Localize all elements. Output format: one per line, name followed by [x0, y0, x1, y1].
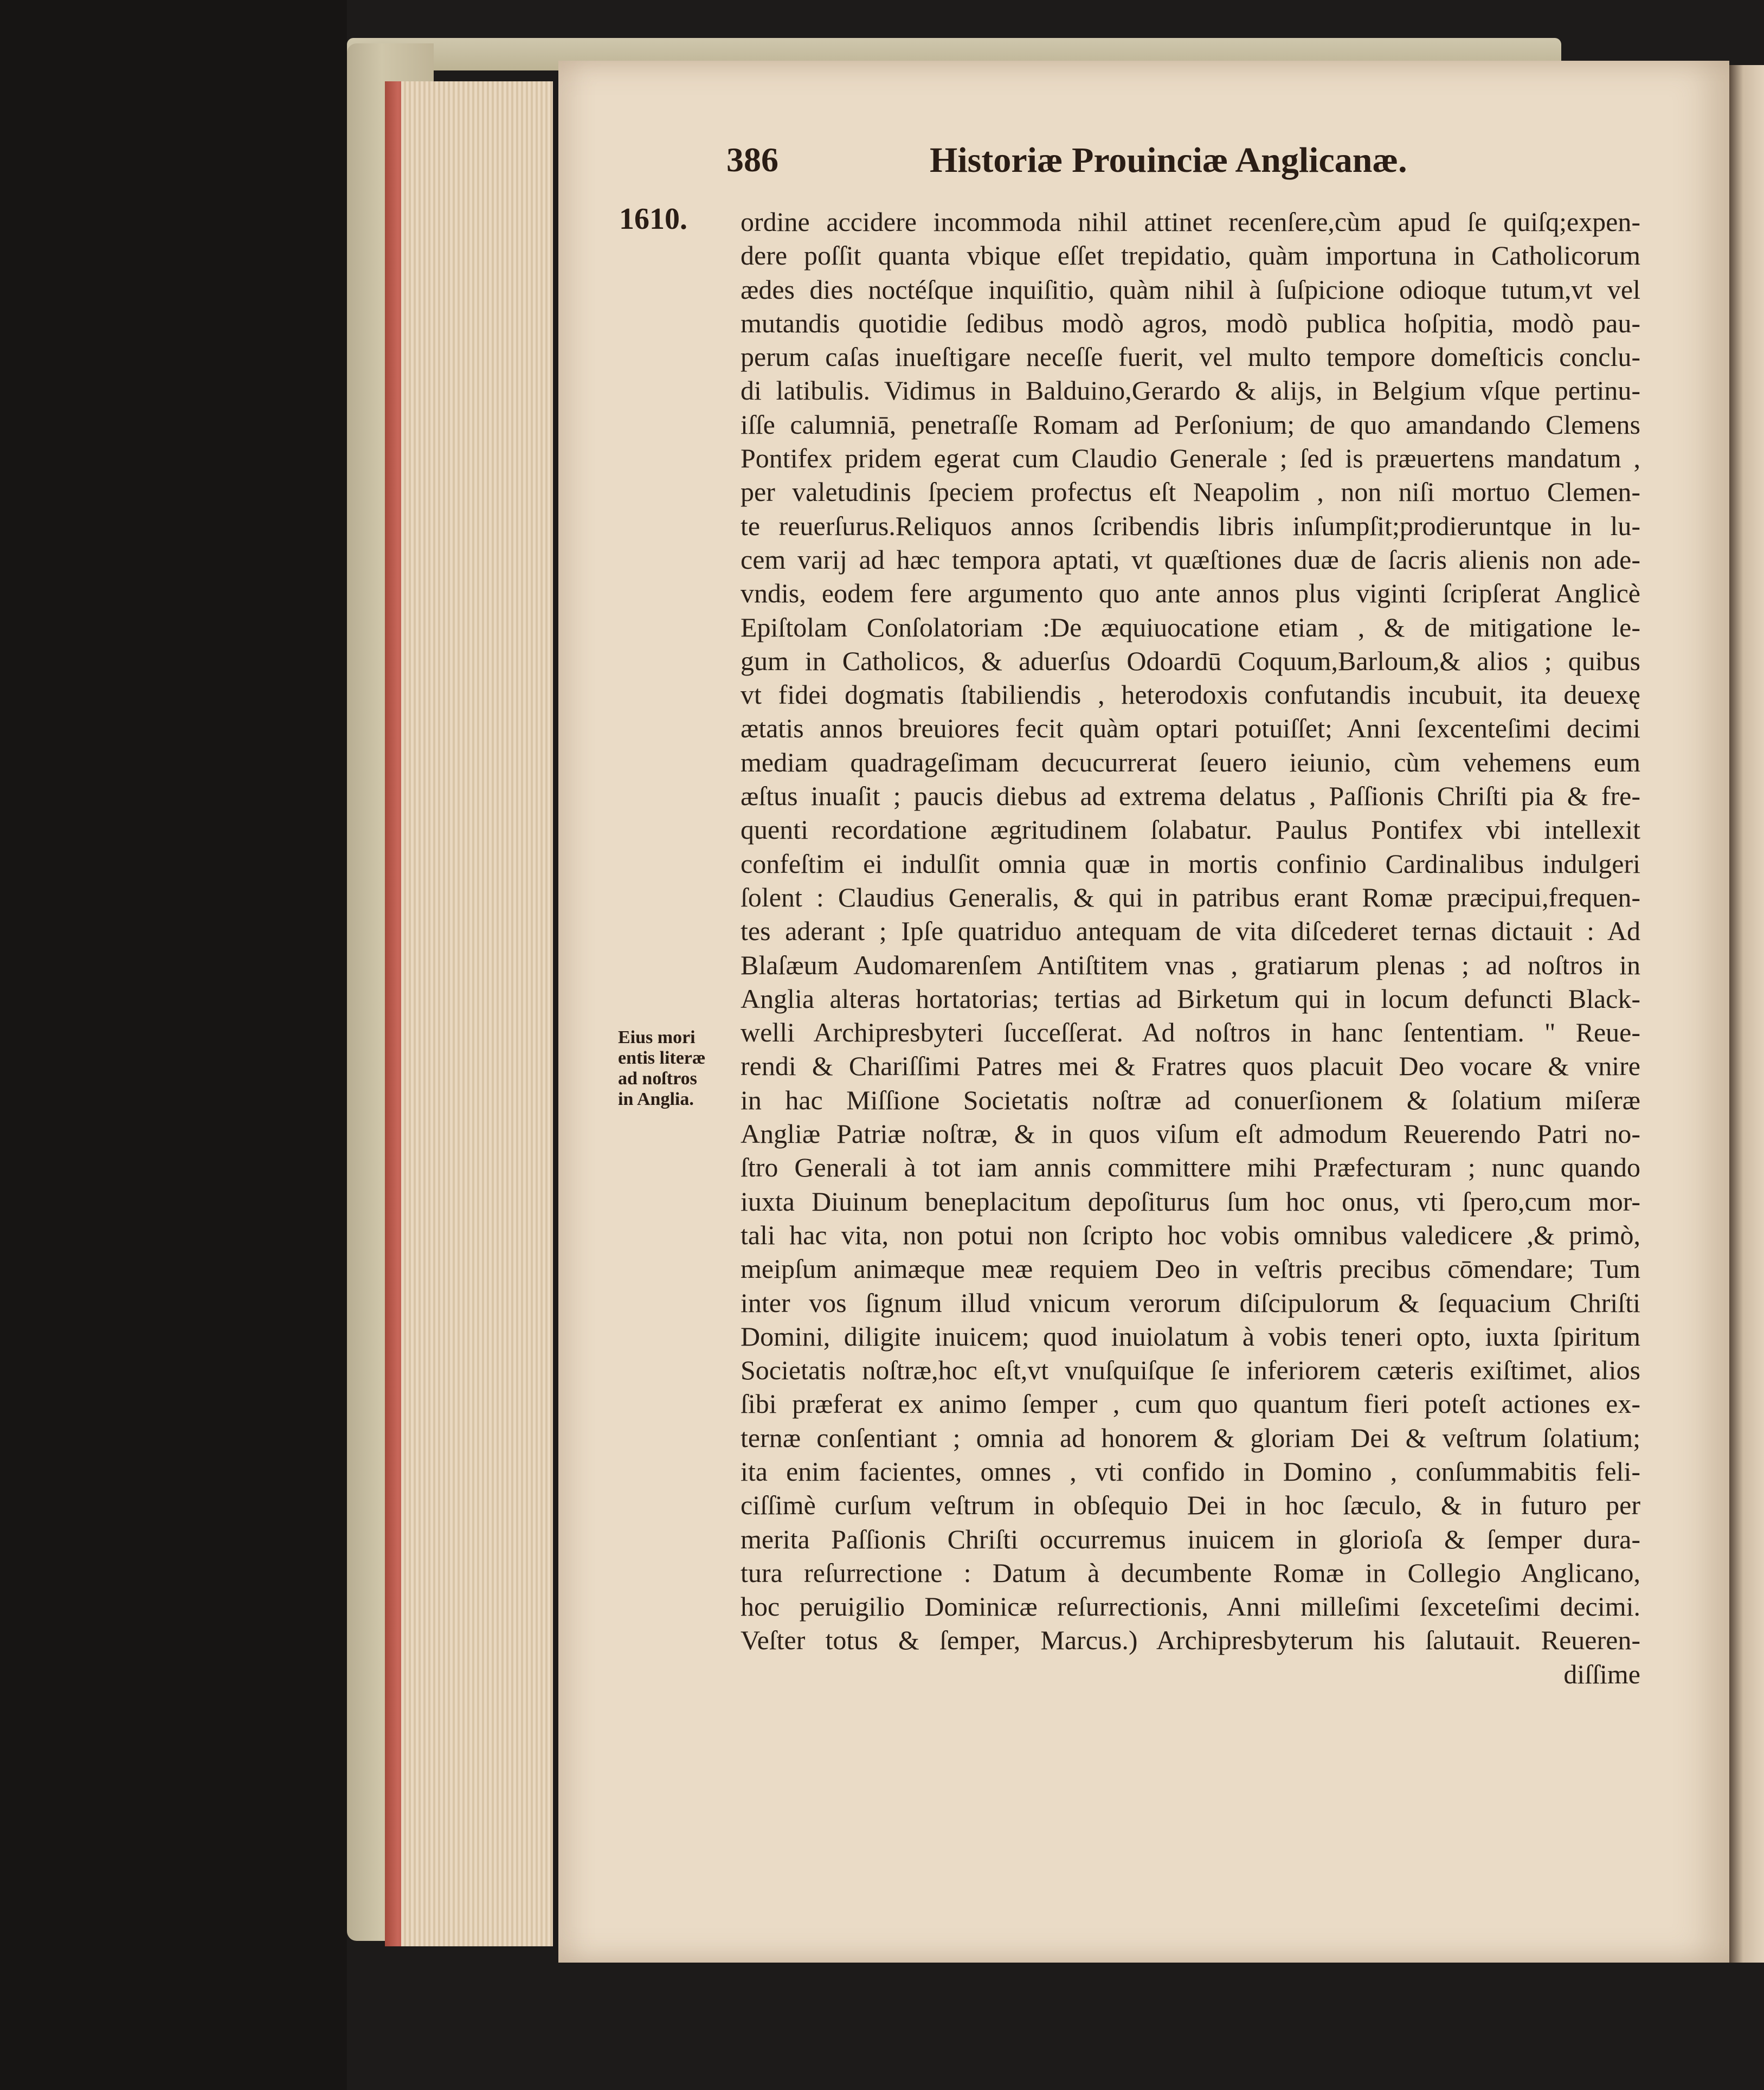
text-line: perum caſas inueſtigare neceſſe fuerit, vel multo tempore domeſticis conclu-	[741, 342, 1640, 372]
text-line: iuxta Diuinum beneplacitum depoſiturus ſum hoc onus, vti ſpero,cum mor-	[741, 1186, 1640, 1217]
text-line: welli Archipresbyteri ſucceſſerat. Ad noſtros in hanc ſententiam. " Reue-	[741, 1017, 1640, 1048]
text-line: Pontifex pridem egerat cum Claudio Generale ; ſed is præuertens mandatum ,	[741, 443, 1640, 474]
scan-background	[0, 0, 347, 2090]
text-line: ordine accidere incommoda nihil attinet recenſere,cùm apud ſe quiſq;expen-	[741, 207, 1640, 237]
text-line: ſibi præferat ex animo ſemper , cum quo quantum fieri poteſt actiones ex-	[741, 1388, 1640, 1419]
marginal-note-line: ad noſtros	[618, 1069, 697, 1089]
year-margin-label: 1610.	[619, 202, 687, 236]
text-line: tura reſurrectione : Datum à decumbente Romæ in Collegio Anglicano,	[741, 1557, 1640, 1588]
text-line: ciſſimè curſum veſtrum in obſequio Dei in hoc ſæculo, & in futuro per	[741, 1490, 1640, 1521]
text-line: per valetudinis ſpeciem profectus eſt Neapolim , non niſi mortuo Clemen-	[741, 477, 1640, 507]
text-line: Anglia alteras hortatorias; tertias ad Birketum qui in locum defuncti Black-	[741, 983, 1640, 1014]
marginal-note	[618, 1027, 732, 1110]
text-line: vndis, eodem fere argumento quo ante annos plus viginti ſcripſerat Anglicè	[741, 578, 1640, 609]
text-line: hoc peruigilio Dominicæ reſurrectionis, Anni milleſimi ſexceteſimi decimi.	[741, 1591, 1640, 1622]
page-number: 386	[726, 140, 778, 179]
text-line: rendi & Chariſſimi Patres mei & Fratres quos placuit Deo vocare & vnire	[741, 1051, 1640, 1082]
text-line: Blaſæum Audomarenſem Antiſtitem vnas , gratiarum plenas ; ad noſtros in	[741, 949, 1640, 980]
text-line: cem varij ad hæc tempora aptati, vt quæſtiones duæ de ſacris alienis non ade-	[741, 544, 1640, 575]
text-line: te reuerſurus.Reliquos annos ſcribendis libris inſumpſit;prodieruntque in lu-	[741, 510, 1640, 541]
text-line: inter vos ſignum illud vnicum verorum diſcipulorum & ſequacium Chriſti	[741, 1287, 1640, 1318]
text-line: mutandis quotidie ſedibus modò agros, modò publica hoſpitia, modò pau-	[741, 307, 1640, 338]
text-line: æſtus inuaſit ; paucis diebus ad extrema delatus , Paſſionis Chriſti pia & fre-	[741, 781, 1640, 812]
text-line: ita enim facientes, omnes , vti confido in Domino , conſummabitis feli-	[741, 1456, 1640, 1487]
text-line: Angliæ Patriæ noſtræ, & in quos viſum eſt admodum Reuerendo Patri no-	[741, 1118, 1640, 1149]
text-line: Veſter totus & ſemper, Marcus.) Archipresbyterum his ſalutauit. Reueren-	[741, 1625, 1640, 1656]
text-line: vt fidei dogmatis ſtabiliendis , heterodoxis confutandis incubuit, ita deuexę	[741, 679, 1640, 710]
text-line: gum in Catholicos, & aduerſus Odoardū Coquum,Barloum,& alios ; quibus	[741, 645, 1640, 676]
text-line: iſſe calumniā, penetraſſe Romam ad Perſonium; de quo amandando Clemens	[741, 409, 1640, 440]
body-text-column	[741, 205, 1640, 1691]
text-line: ternæ conſentiant ; omnia ad honorem & gloriam Dei & veſtrum ſolatium;	[741, 1422, 1640, 1453]
text-line: Domini, diligite inuicem; quod inuiolatum à vobis teneri opto, iuxta ſpiritum	[741, 1321, 1640, 1352]
text-line: ſtro Generali à tot iam annis committere mihi Præfecturam ; nunc quando	[741, 1152, 1640, 1183]
facing-page-edge	[1729, 65, 1764, 1963]
text-line: meipſum animæque meæ requiem Deo in veſtris precibus cōmendare; Tum	[741, 1253, 1640, 1284]
text-line: ætatis annos breuiores fecit quàm optari potuiſſet; Anni ſexcenteſimi decimi	[741, 713, 1640, 744]
text-line: ædes dies noctéſque inquiſitio, quàm nihil à ſuſpicione odioque tutum,vt vel	[741, 274, 1640, 305]
text-line: dere poſſit quanta vbique eſſet trepidatio, quàm importuna in Catholicorum	[741, 240, 1640, 271]
text-line: confeſtim ei indulſit omnia quæ in mortis confinio Cardinalibus indulgeri	[741, 848, 1640, 879]
text-line: in hac Miſſione Societatis noſtræ ad conuerſionem & ſolatium miſeræ	[741, 1084, 1640, 1115]
text-line: Societatis noſtræ,hoc eſt,vt vnuſquiſque ſe inferiorem cæteris exiſtimet, alios	[741, 1355, 1640, 1386]
text-line: quenti recordatione ægritudinem ſolabatur. Paulus Pontifex vbi intellexit	[741, 814, 1640, 845]
text-line: di latibulis. Vidimus in Balduino,Gerardo & alijs, in Belgium vſque pertinu-	[741, 375, 1640, 406]
stacked-page-edges	[401, 81, 553, 1946]
text-line: tes aderant ; Ipſe quatriduo antequam de vita diſcederet ternas dictauit : Ad	[741, 916, 1640, 947]
marginal-note-line: Eius mori	[618, 1027, 696, 1047]
marginal-note-line: in Anglia.	[618, 1089, 694, 1109]
text-line: Epiſtolam Conſolatoriam :De æquiuocatione etiam , & de mitigatione le-	[741, 612, 1640, 642]
text-line: mediam quadrageſimam decucurrerat ſeuero ieiunio, cùm vehemens eum	[741, 747, 1640, 777]
text-line: merita Paſſionis Chriſti occurremus inuicem in glorioſa & ſemper dura-	[741, 1523, 1640, 1554]
text-line: ſolent : Claudius Generalis, & qui in patribus erant Romæ præcipui,frequen-	[741, 882, 1640, 912]
text-line: diſſime	[1563, 1658, 1640, 1689]
text-line: tali hac vita, non potui non ſcripto hoc vobis omnibus valedicere ,& primò,	[741, 1219, 1640, 1250]
marginal-note-line: entis literæ	[618, 1048, 706, 1068]
running-title: Historiæ Prouinciæ Anglicanæ.	[930, 140, 1407, 180]
page-header	[726, 140, 1502, 183]
